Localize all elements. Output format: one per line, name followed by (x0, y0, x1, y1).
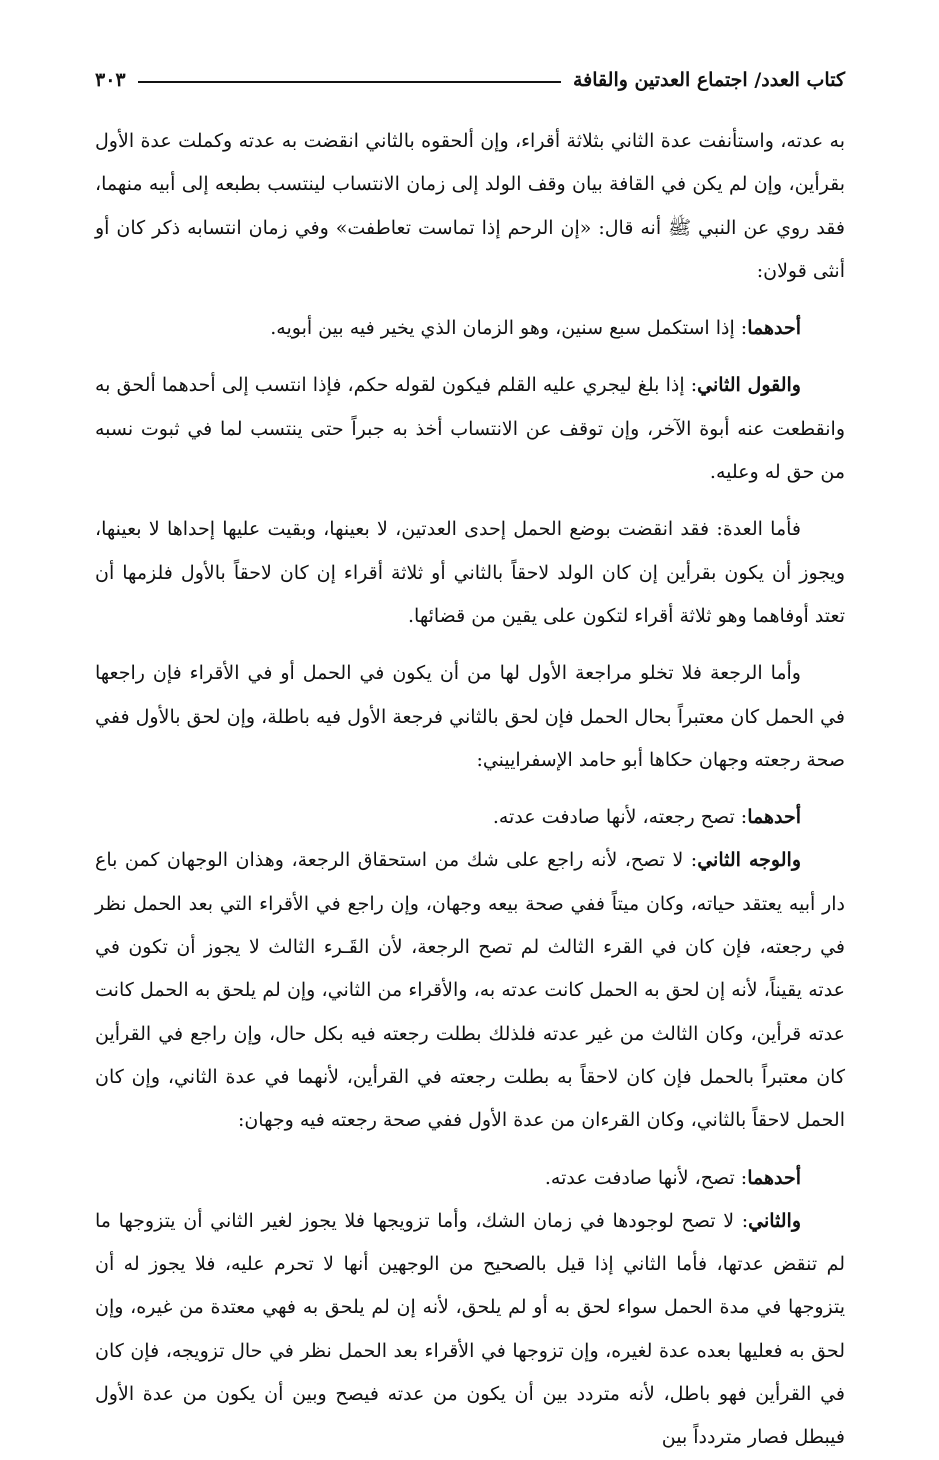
paragraph-5 (95, 652, 845, 782)
paragraph-6 (95, 796, 845, 839)
paragraph-9 (95, 1200, 845, 1460)
page-number: ٣٠٣ (95, 69, 126, 91)
paragraph-lead: والثاني (748, 1209, 801, 1232)
paragraph-lead: والقول الثاني (697, 374, 801, 397)
paragraph-2 (95, 307, 845, 350)
header-rule (138, 81, 561, 83)
paragraph-lead: أحدهما (747, 806, 801, 829)
paragraph-lead: أحدهما (747, 317, 801, 340)
running-header (95, 58, 845, 102)
paragraph-4 (95, 508, 845, 638)
paragraph-8 (95, 1157, 845, 1200)
paragraph-text: : تصح رجعته، لأنها صادفت عدته. (492, 806, 748, 829)
paragraph-1 (95, 120, 845, 293)
paragraph-lead: أحدهما (747, 1166, 801, 1189)
paragraph-text: : لا تصح لوجودها في زمان الشك، وأما تزويجها فلا يجوز لغير الثاني أن يتزوجها ما لم تنقض عدتها، فأما الثاني إذا قيل بالصحيح من الوجهين أنها لا تحرم عليه، فلا يجوز له أن يتزوجها في مدة الحمل سواء لحق به أو لم يلحق، لأنه إن لم يلحق به فهي معتدة من غيره، وإن لحق به فعليها بعده عدة لغيره، وإن تزوجها في الأقراء بعد الحمل نظر في حال تزويجه، فإن كان في القرأين فهو باطل، لأنه متردد بين أن يكون من عدته فيصح وبين أن يكون من عدة الأول فيبطل فصار متردداً بين (95, 1209, 845, 1449)
paragraph-text: به عدته، واستأنفت عدة الثاني بثلاثة أقراء، وإن ألحقوه بالثاني انقضت به عدته وكملت عدة الأول بقرأين، وإن لم يكن في القافة بيان وقف الولد إلى زمان الانتساب لينتسب بطبعه إلى أبيه منهما، فقد روي عن النبي ﷺ أنه قال: «إن الرحم إذا تماست تعاطفت» وفي زمان انتسابه ذكر كان أو أنثى قولان: (95, 130, 845, 282)
paragraph-3 (95, 364, 845, 494)
paragraph-text: : تصح، لأنها صادفت عدته. (544, 1166, 748, 1189)
page-body (95, 120, 845, 1460)
paragraph-7 (95, 839, 845, 1142)
running-title: كتاب العدد/ اجتماع العدتين والقافة (573, 69, 845, 91)
paragraph-text: فأما العدة: فقد انقضت بوضع الحمل إحدى العدتين، لا بعينها، وبقيت عليها إحداها لا بعينها، ويجوز أن يكون بقرأين إن كان الولد لاحقاً بالثاني أو ثلاثة أقراء إن كان لاحقاً بالأول فلزمها أن تعتد أوفاهما وهو ثلاثة أقراء لتكون على يقين من قضائها. (95, 518, 846, 627)
paragraph-text: : لا تصح، لأنه راجع على شك من استحقاق الرجعة، وهذان الوجهان كمن باع دار أبيه يعتقد حياته، وكان ميتاً ففي صحة بيعه وجهان، وإن راجع في الأقراء التي بعد الحمل نظر في رجعته، فإن كان في القرء الثالث لم تصح الرجعة، لأن القَـرء الثالث لا يجوز أن تكون في عدته يقيناً، لأنه إن لحق به الحمل كانت عدته به، والأقراء من الثاني، وإن لم يلحق به الحمل كانت عدته قرأين، وكان الثالث من غير عدته فلذلك بطلت رجعته فيه بكل حال، وإن راجع في القرأين كان معتبراً بالحمل فإن كان لاحقاً به بطلت رجعته في القرأين، لأنهما في عدة الثاني، وإن كان الحمل لاحقاً بالثاني، وكان القرءان من عدة الأول ففي صحة رجعته فيه وجهان: (95, 849, 845, 1132)
paragraph-lead: والوجه الثاني (697, 849, 801, 872)
book-page (95, 58, 845, 1460)
paragraph-text: : إذا بلغ ليجري عليه القلم فيكون لقوله حكم، فإذا انتسب إلى أحدهما ألحق به وانقطعت عنه أبوة الآخر، وإن توقف عن الانتساب أخذ به جبراً حتى ينتسب لما في ثبوت نسبه من حق له وعليه. (95, 374, 845, 484)
paragraph-text: وأما الرجعة فلا تخلو مراجعة الأول لها من أن يكون في الحمل أو في الأقراء فإن راجعها في الحمل كان معتبراً بحال الحمل فإن لحق بالثاني فرجعة الأول فيه باطلة، وإن لحق بالأول ففي صحة رجعته وجهان حكاها أبو حامد الإسفراييني: (95, 662, 845, 771)
paragraph-text: : إذا استكمل سبع سنين، وهو الزمان الذي يخير فيه بين أبويه. (270, 317, 748, 340)
